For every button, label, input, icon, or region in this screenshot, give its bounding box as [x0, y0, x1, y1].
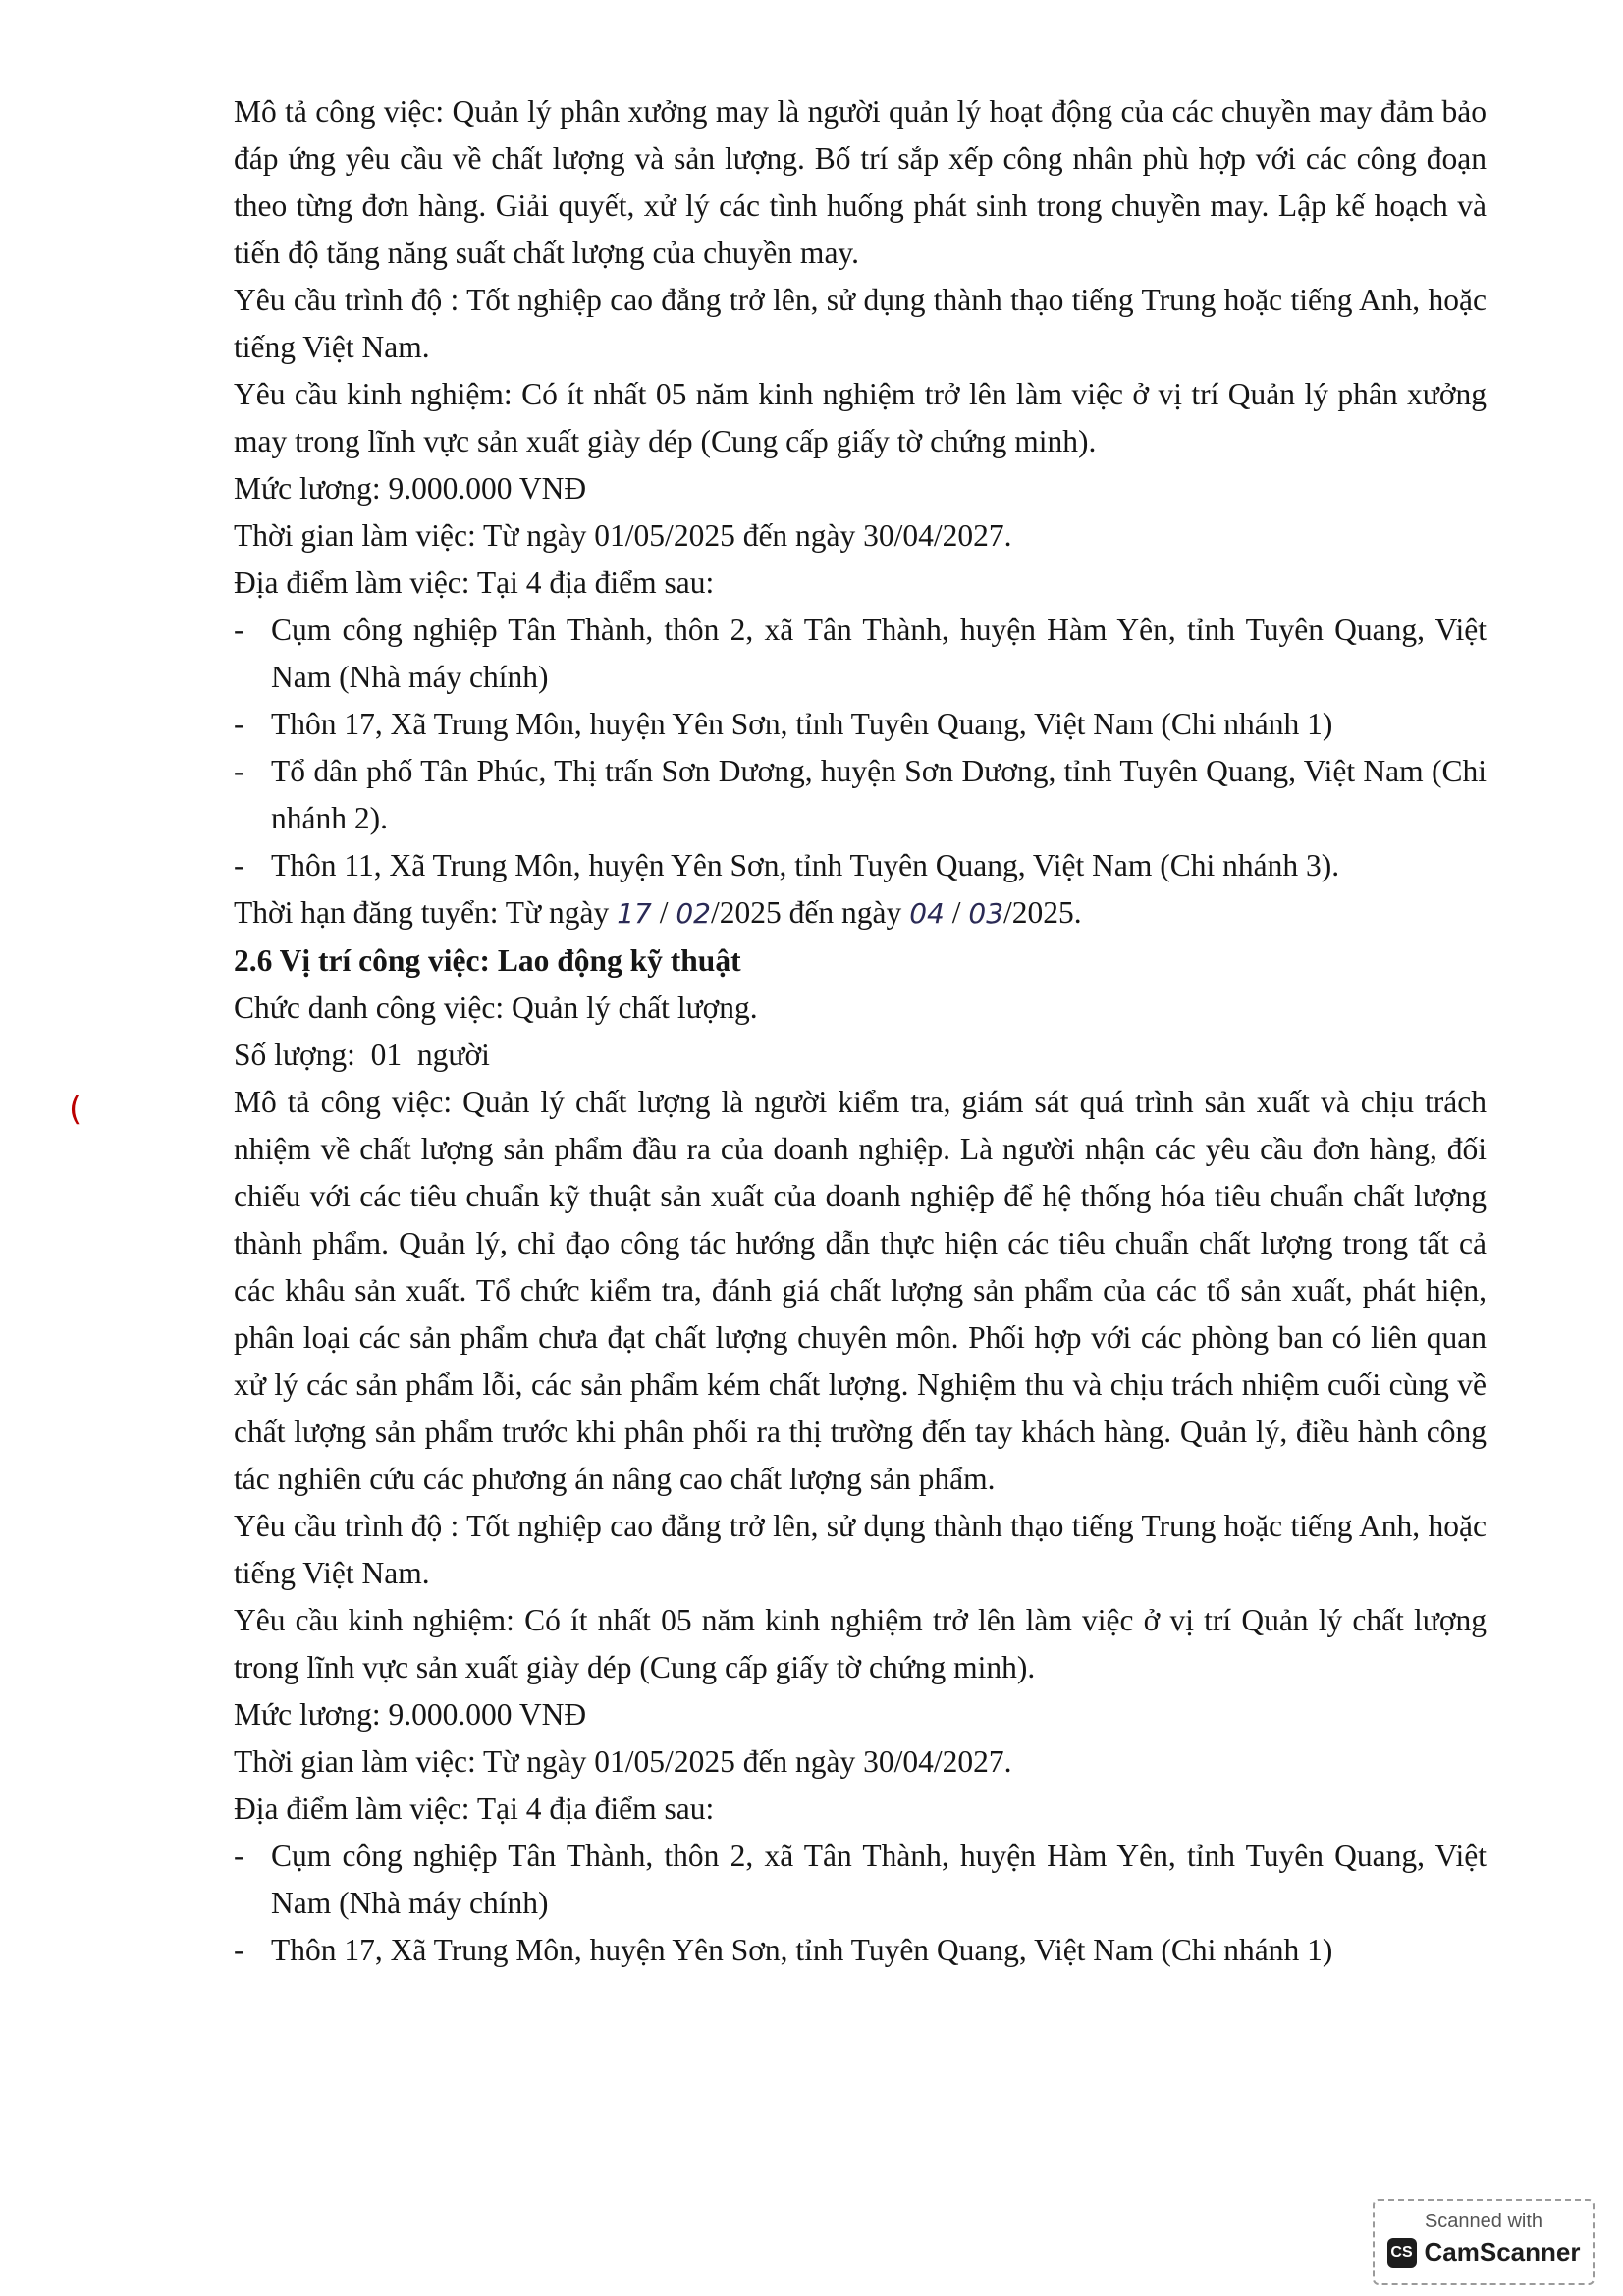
experience-requirement-1: Yêu cầu kinh nghiệm: Có ít nhất 05 năm kinh nghiệm trở lên làm việc ở vị trí Quản lý phân xưởng may trong lĩnh vực sản xuất giày dép (Cung cấp giấy tờ chứng minh).	[234, 377, 1487, 458]
salary-2: Mức lương: 9.000.000 VNĐ	[234, 1697, 587, 1732]
work-period-1: Thời gian làm việc: Từ ngày 01/05/2025 đến ngày 30/04/2027.	[234, 518, 1012, 553]
deadline-to-year: /2025.	[1003, 895, 1082, 930]
watermark-brand: CamScanner	[1424, 2237, 1581, 2267]
handwritten-to-day: 04	[909, 897, 945, 930]
location-text: Thôn 11, Xã Trung Môn, huyện Yên Sơn, tỉnh Tuyên Quang, Việt Nam (Chi nhánh 3).	[271, 848, 1340, 882]
location-text: Cụm công nghiệp Tân Thành, thôn 2, xã Tân Thành, huyện Hàm Yên, tỉnh Tuyên Quang, Việt Nam (Nhà máy chính)	[271, 613, 1487, 694]
location-item	[234, 1927, 1487, 1974]
watermark-brand-row	[1375, 2237, 1593, 2268]
list-dash: -	[234, 848, 244, 882]
list-dash: -	[234, 707, 244, 741]
list-dash: -	[234, 1839, 244, 1873]
handwritten-to-month: 03	[968, 897, 1004, 930]
handwritten-from-month: 02	[676, 897, 711, 930]
job-description-1: Mô tả công việc: Quản lý phân xưởng may là người quản lý hoạt động của các chuyền may đảm bảo đáp ứng yêu cầu về chất lượng và sản lượng. Bố trí sắp xếp công nhân phù hợp với các công đoạn theo từng đơn hàng. Giải quyết, xử lý các tình huống phát sinh trong chuyền may. Lập kế hoạch và tiến độ tăng năng suất chất lượng của chuyền may.	[234, 94, 1487, 270]
location-text: Tổ dân phố Tân Phúc, Thị trấn Sơn Dương, huyện Sơn Dương, tỉnh Tuyên Quang, Việt Nam (Chi nhánh 2).	[271, 754, 1487, 835]
location-item	[234, 701, 1487, 748]
location-item	[234, 842, 1487, 889]
education-requirement-2: Yêu cầu trình độ : Tốt nghiệp cao đẳng trở lên, sử dụng thành thạo tiếng Trung hoặc tiếng Anh, hoặc tiếng Việt Nam.	[234, 1509, 1487, 1590]
list-dash: -	[234, 613, 244, 647]
location-text: Thôn 17, Xã Trung Môn, huyện Yên Sơn, tỉnh Tuyên Quang, Việt Nam (Chi nhánh 1)	[271, 1933, 1333, 1967]
location-item	[234, 607, 1487, 701]
deadline-from-year: /2025 đến ngày	[711, 895, 902, 930]
camscanner-logo-icon: CS	[1387, 2238, 1417, 2268]
location-text: Cụm công nghiệp Tân Thành, thôn 2, xã Tân Thành, huyện Hàm Yên, tỉnh Tuyên Quang, Việt Nam (Nhà máy chính)	[271, 1839, 1487, 1920]
list-dash: -	[234, 754, 244, 788]
locations-intro-1: Địa điểm làm việc: Tại 4 địa điểm sau:	[234, 565, 715, 600]
location-item	[234, 1833, 1487, 1927]
job-title-2: Chức danh công việc: Quản lý chất lượng.	[234, 990, 758, 1025]
section-heading: 2.6 Vị trí công việc: Lao động kỹ thuật	[234, 943, 741, 978]
handwritten-from-day: 17	[617, 897, 652, 930]
margin-mark: (	[69, 1090, 82, 1129]
camscanner-watermark	[1373, 2199, 1595, 2285]
deadline-prefix: Thời hạn đăng tuyển: Từ ngày	[234, 895, 610, 930]
location-text: Thôn 17, Xã Trung Môn, huyện Yên Sơn, tỉnh Tuyên Quang, Việt Nam (Chi nhánh 1)	[271, 707, 1333, 741]
watermark-caption: Scanned with	[1424, 2211, 1543, 2232]
quantity-2: Số lượng: 01 người	[234, 1038, 490, 1072]
recruitment-deadline: Thời hạn đăng tuyển: Từ ngày 17 / 02/2025 đến ngày 04 / 03/2025.	[234, 895, 1082, 930]
job-description-2: Mô tả công việc: Quản lý chất lượng là người kiểm tra, giám sát quá trình sản xuất và chịu trách nhiệm về chất lượng sản phẩm đầu ra của doanh nghiệp. Là người nhận các yêu cầu đơn hàng, đối chiếu với các tiêu chuẩn kỹ thuật sản xuất của doanh nghiệp để hệ thống hóa tiêu chuẩn chất lượng thành phẩm. Quản lý, chỉ đạo công tác hướng dẫn thực hiện các tiêu chuẩn chất lượng trong tất cả các khâu sản xuất. Tổ chức kiểm tra, đánh giá chất lượng sản phẩm của các tổ sản xuất, phát hiện, phân loại các sản phẩm chưa đạt chất lượng chuyên môn. Phối hợp với các phòng ban có liên quan xử lý các sản phẩm lỗi, các sản phẩm kém chất lượng. Nghiệm thu và chịu trách nhiệm cuối cùng về chất lượng sản phẩm trước khi phân phối ra thị trường đến tay khách hàng. Quản lý, điều hành công tác nghiên cứu các phương án nâng cao chất lượng sản phẩm.	[234, 1085, 1487, 1496]
experience-requirement-2: Yêu cầu kinh nghiệm: Có ít nhất 05 năm kinh nghiệm trở lên làm việc ở vị trí Quản lý chất lượng trong lĩnh vực sản xuất giày dép (Cung cấp giấy tờ chứng minh).	[234, 1603, 1487, 1684]
location-item	[234, 748, 1487, 842]
locations-intro-2: Địa điểm làm việc: Tại 4 địa điểm sau:	[234, 1791, 715, 1826]
list-dash: -	[234, 1933, 244, 1967]
salary-1: Mức lương: 9.000.000 VNĐ	[234, 471, 587, 506]
document-content	[234, 88, 1487, 1974]
work-period-2: Thời gian làm việc: Từ ngày 01/05/2025 đến ngày 30/04/2027.	[234, 1744, 1012, 1779]
education-requirement-1: Yêu cầu trình độ : Tốt nghiệp cao đẳng trở lên, sử dụng thành thạo tiếng Trung hoặc tiếng Anh, hoặc tiếng Việt Nam.	[234, 283, 1487, 364]
